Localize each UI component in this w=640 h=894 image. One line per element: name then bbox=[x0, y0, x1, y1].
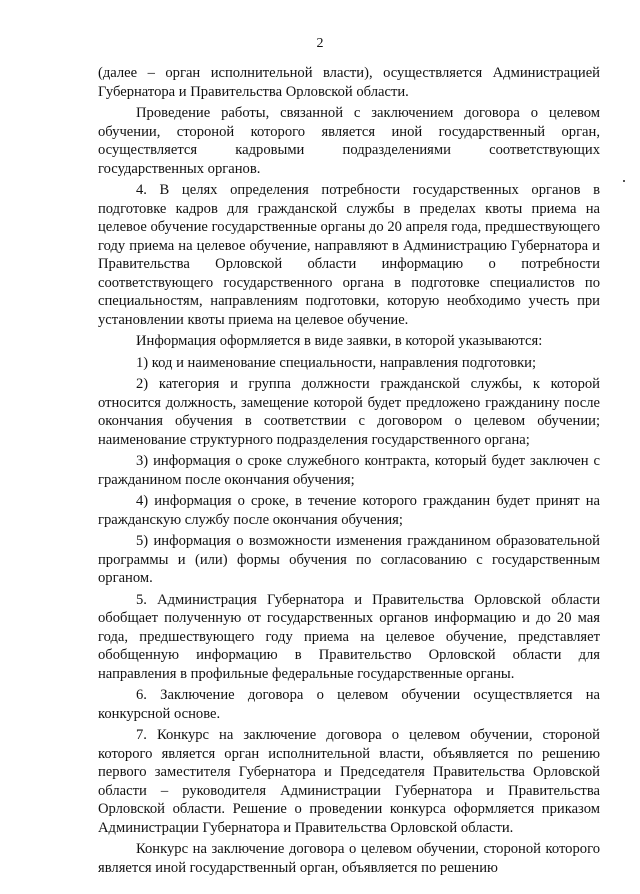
list-item: 1) код и наименование специальности, направления подготовки; bbox=[136, 354, 537, 371]
paragraph: (далее – орган исполнительной власти), осуществляется Администрацией Губернатора и Правительства Орловской области. bbox=[98, 65, 600, 100]
paragraph: 7. Конкурс на заключение договора о целевом обучении, стороной которого является орган исполнительной власти, объявляется по решению первого заместителя Губернатора и Председателя Правительства Орловской области – руководителя Администрации Губернатора и Правительства Орловской области. Решение о проведении конкурса оформляется приказом Администрации Губернатора и Правительства Орловской области. bbox=[98, 727, 600, 836]
paragraph: 4. В целях определения потребности государственных органов в подготовке кадров для гражданской службы в пределах квоты приема на целевое обучение государственные органы до 20 апреля года, предшествующего году приема на целевое обучение, направляют в Администрацию Губернатора и Правительства Орловской области информацию о потребности соответствующего государственного органа в подготовке специалистов по специальностям, направлениям подготовки, которую необходимо учесть при установлении квоты приема на целевое обучение. bbox=[98, 182, 600, 328]
paragraph: 6. Заключение договора о целевом обучении осуществляется на конкурсной основе. bbox=[98, 687, 600, 722]
paragraph: Конкурс на заключение договора о целевом обучении, стороной которого является иной государственный орган, объявляется по решению bbox=[98, 841, 600, 876]
list-item: 3) информация о сроке служебного контракта, который будет заключен с гражданином после окончания обучения; bbox=[98, 453, 600, 488]
paragraph: Информация оформляется в виде заявки, в которой указываются: bbox=[136, 333, 543, 349]
list-item: 4) информация о сроке, в течение которого гражданин будет принят на гражданскую службу после окончания обучения; bbox=[98, 493, 600, 528]
document-body bbox=[98, 64, 600, 877]
paragraph: Проведение работы, связанной с заключением договора о целевом обучении, стороной которого является иной государственный орган, осуществляется кадровыми подразделениями соответствующих государственных органов. bbox=[98, 105, 600, 177]
margin-mark bbox=[623, 180, 625, 182]
page-number: 2 bbox=[316, 36, 324, 51]
paragraph: 5. Администрация Губернатора и Правительства Орловской области обобщает полученную от государственных органов информацию и до 20 мая года, предшествующего году приема на целевое обучение, представляет обобщенную информацию в Правительство Орловской области для направления в профильные федеральные государственные органы. bbox=[98, 591, 600, 682]
list-item: 5) информация о возможности изменения гражданином образовательной программы и (или) формы обучения по согласованию с государственным органом. bbox=[98, 533, 600, 586]
list-item: 2) категория и группа должности гражданской службы, к которой относится должность, замещение которой будет предложено гражданину после окончания обучения в соответствии с договором о целевом обучении; наименование структурного подразделения государственного органа; bbox=[98, 376, 600, 448]
